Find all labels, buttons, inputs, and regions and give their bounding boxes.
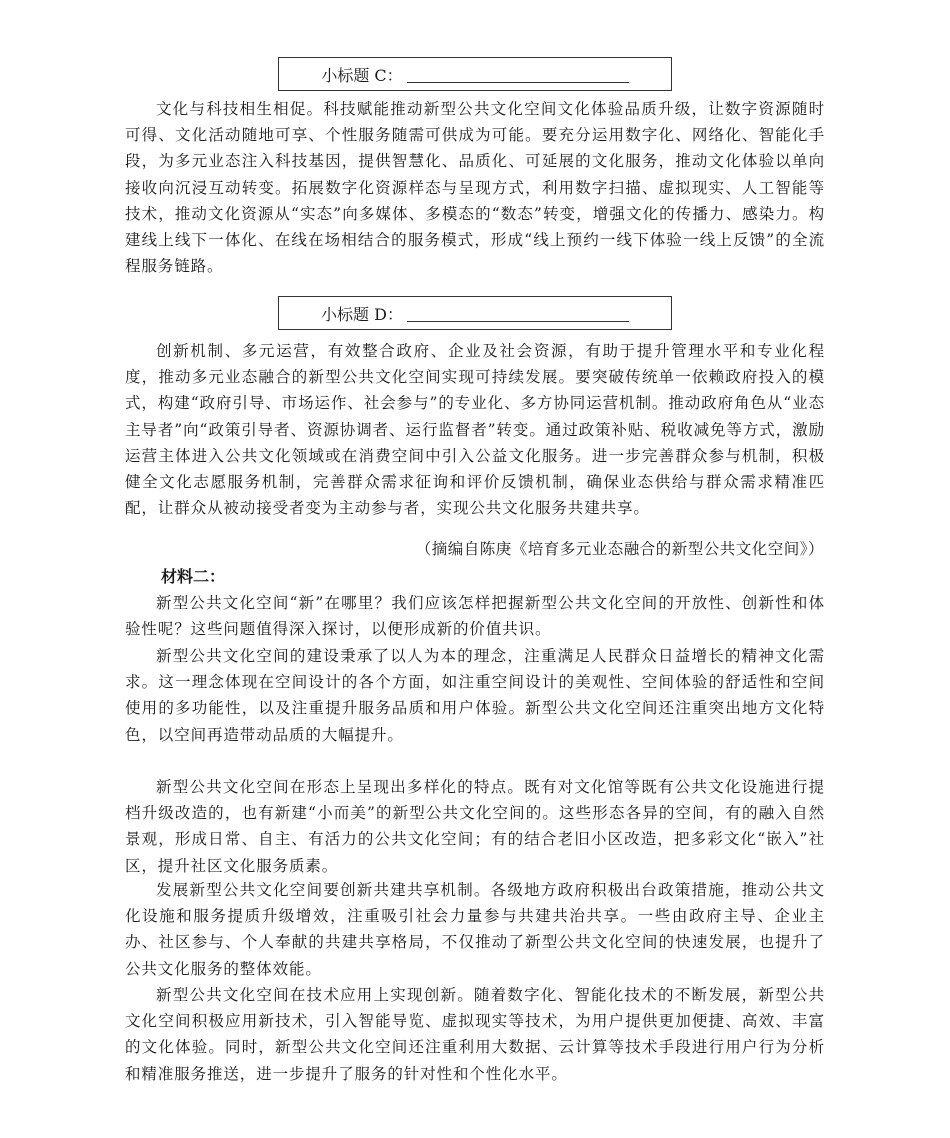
material2-paragraph-2: 新型公共文化空间的建设秉承了以人为本的理念，注重满足人民群众日益增长的精神文化需求。这一理念体现在空间设计的各个方面，如注重空间设计的美观性、空间体验的舒适性和空间使用的多功能性，以及注重提升服务品质和用户体验。新型公共文化空间还注重突出地方文化特色，以空间再造带动品质的大幅提升。 [125,647,825,744]
source-citation: （摘编自陈庚《培育多元业态融合的新型公共文化空间》） [415,540,824,558]
subtitle-d-blank[interactable] [407,304,629,322]
paragraph-d: 创新机制、多元运营，有效整合政府、企业及社会资源，有助于提升管理水平和专业化程度，推动多元业态融合的新型公共文化空间实现可持续发展。要突破传统单一依赖政府投入的模式，构建“政府引导、市场运作、社会参与”的专业化、多方协同运营机制。推动政府角色从“业态主导者”向“政策引导者、资源协调者、运行监督者”转变。通过政策补贴、税收减免等方式，激励运营主体进入公共文化领域或在消费空间中引入公益文化服务。进一步完善群众参与机制，积极健全文化志愿服务机制，完善群众需求征询和评价反馈机制，确保业态供给与群众需求精准匹配，让群众从被动接受者变为主动参与者，实现公共文化服务共建共享。 [125,342,825,518]
material2-paragraph-5: 新型公共文化空间在技术应用上实现创新。随着数字化、智能化技术的不断发展，新型公共文化空间积极应用新技术，引入智能导览、虚拟现实等技术，为用户提供更加便捷、高效、丰富的文化体验。同时，新型公共文化空间还注重利用大数据、云计算等技术手段进行用户行为分析和精准服务推送，进一步提升了服务的针对性和个性化水平。 [125,986,825,1083]
material2-paragraph-3: 新型公共文化空间在形态上呈现出多样化的特点。既有对文化馆等既有公共文化设施进行提档升级改造的，也有新建“小而美”的新型公共文化空间的。这些形态各异的空间，有的融入自然景观，形成日常、自主、有活力的公共文化空间；有的结合老旧小区改造，把多彩文化“嵌入”社区，提升社区文化服务质素。 [125,778,825,875]
subtitle-c-label: 小标题 C： [321,65,403,85]
material2-paragraph-1: 新型公共文化空间“新”在哪里？我们应该怎样把握新型公共文化空间的开放性、创新性和体验性呢？这些问题值得深入探讨，以便形成新的价值共识。 [125,594,825,639]
subtitle-c-box [278,57,672,91]
subtitle-d-label: 小标题 D： [321,304,403,324]
material2-title: 材料二： [161,567,226,586]
subtitle-c-blank[interactable] [407,65,629,83]
subtitle-d-box [278,296,672,330]
material2-paragraph-4: 发展新型公共文化空间要创新共建共享机制。各级地方政府积极出台政策措施，推动公共文化设施和服务提质升级增效，注重吸引社会力量参与共建共治共享。一些由政府主导、企业主办、社区参与、个人奉献的共建共享格局，不仅推动了新型公共文化空间的快速发展，也提升了公共文化服务的整体效能。 [125,881,825,978]
paragraph-c: 文化与科技相生相促。科技赋能推动新型公共文化空间文化体验品质升级，让数字资源随时可得、文化活动随地可享、个性服务随需可供成为可能。要充分运用数字化、网络化、智能化手段，为多元业态注入科技基因，提供智慧化、品质化、可延展的文化服务，推动文化体验以单向接收向沉浸互动转变。拓展数字化资源样态与呈现方式，利用数字扫描、虚拟现实、人工智能等技术，推动文化资源从“实态”向多媒体、多模态的“数态”转变，增强文化的传播力、感染力。构建线上线下一体化、在线在场相结合的服务模式，形成“线上预约一线下体验一线上反馈”的全流程服务链路。 [125,100,825,276]
